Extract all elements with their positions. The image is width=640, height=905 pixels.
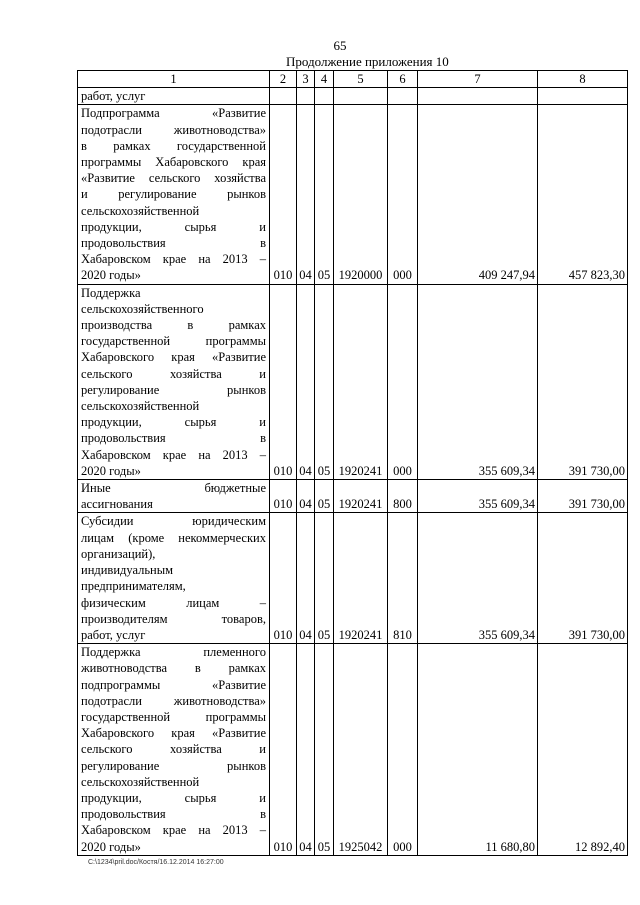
table-header-row xyxy=(78,71,628,88)
subsection-code-cell: 05 xyxy=(315,644,334,856)
description-line: 2020 годы» xyxy=(81,839,141,854)
target-article-cell: 1920000 xyxy=(334,105,388,284)
description-line: и регулирование рынков xyxy=(81,187,266,202)
description-line: регулирование рынков xyxy=(81,382,266,397)
description-line: лицам (кроме некоммерческих xyxy=(81,530,266,545)
description-line: физическим лицам – xyxy=(81,595,266,610)
header-cell: 3 xyxy=(297,71,315,88)
description-line: продукции, сырья и xyxy=(81,415,266,430)
description-line: сельскохозяйственного xyxy=(81,301,204,316)
description-line: сельскохозяйственной xyxy=(81,203,200,218)
amount-2015-cell: 409 247,94 xyxy=(418,105,538,284)
ministry-code-cell xyxy=(270,88,297,105)
row-description xyxy=(78,480,270,513)
table-row xyxy=(78,480,628,513)
description-line: Хабаровском крае на 2013 – xyxy=(81,823,266,838)
description-line: сельского хозяйства и xyxy=(81,742,266,757)
header-cell: 5 xyxy=(334,71,388,88)
section-code-cell: 04 xyxy=(297,644,315,856)
subsection-code-cell: 05 xyxy=(315,284,334,479)
description-line: Хабаровского края «Развитие xyxy=(81,726,266,741)
target-article-cell: 1920241 xyxy=(334,284,388,479)
section-code-cell xyxy=(297,88,315,105)
header-cell: 8 xyxy=(538,71,628,88)
amount-2015-cell xyxy=(418,88,538,105)
row-description xyxy=(78,105,270,284)
target-article-cell xyxy=(334,88,388,105)
section-code-cell: 04 xyxy=(297,105,315,284)
description-line: Хабаровского края «Развитие xyxy=(81,350,266,365)
description-line: продовольствия в xyxy=(81,807,266,822)
expense-type-cell: 810 xyxy=(388,513,418,644)
row-description xyxy=(78,88,270,105)
table-row xyxy=(78,88,628,105)
expense-type-cell: 000 xyxy=(388,284,418,479)
expense-type-cell: 000 xyxy=(388,644,418,856)
subsection-code-cell: 05 xyxy=(315,480,334,513)
section-code-cell: 04 xyxy=(297,480,315,513)
ministry-code-cell: 010 xyxy=(270,480,297,513)
target-article-cell: 1925042 xyxy=(334,644,388,856)
description-line: сельскохозяйственной xyxy=(81,399,200,414)
target-article-cell: 1920241 xyxy=(334,480,388,513)
table-row xyxy=(78,284,628,479)
description-line: Иные бюджетные xyxy=(81,481,266,496)
table-row xyxy=(78,644,628,856)
expense-type-cell: 000 xyxy=(388,105,418,284)
description-line: индивидуальным xyxy=(81,563,174,578)
description-line: «Развитие сельского хозяйства xyxy=(81,171,266,186)
amount-2015-cell: 11 680,80 xyxy=(418,644,538,856)
description-line: государственной программы xyxy=(81,334,266,349)
description-line: продукции, сырья и xyxy=(81,790,266,805)
description-line: в рамках государственной xyxy=(81,138,266,153)
subsection-code-cell: 05 xyxy=(315,105,334,284)
amount-2015-cell: 355 609,34 xyxy=(418,480,538,513)
expense-type-cell xyxy=(388,88,418,105)
description-line: ассигнования xyxy=(81,497,153,512)
ministry-code-cell: 010 xyxy=(270,105,297,284)
description-line: 2020 годы» xyxy=(81,463,141,478)
target-article-cell: 1920241 xyxy=(334,513,388,644)
description-line: предпринимателям, xyxy=(81,579,186,594)
row-description xyxy=(78,644,270,856)
amount-2016-cell: 391 730,00 xyxy=(538,513,628,644)
header-cell: 2 xyxy=(270,71,297,88)
expense-type-cell: 800 xyxy=(388,480,418,513)
description-line: продовольствия в xyxy=(81,236,266,251)
amount-2016-cell: 391 730,00 xyxy=(538,284,628,479)
description-line: 2020 годы» xyxy=(81,268,141,283)
ministry-code-cell: 010 xyxy=(270,644,297,856)
table-row xyxy=(78,105,628,284)
amount-2016-cell: 457 823,30 xyxy=(538,105,628,284)
section-code-cell: 04 xyxy=(297,513,315,644)
budget-table xyxy=(77,70,628,856)
description-line: производства в рамках xyxy=(81,318,266,333)
row-description xyxy=(78,284,270,479)
description-line: Хабаровском крае на 2013 – xyxy=(81,447,266,462)
amount-2016-cell xyxy=(538,88,628,105)
file-path-footer: C:\1234\pril.doc/Костя/16.12.2014 16:27:00 xyxy=(88,859,224,866)
amount-2015-cell: 355 609,34 xyxy=(418,513,538,644)
description-line: организаций), xyxy=(81,546,156,561)
description-line: работ, услуг xyxy=(81,627,146,642)
description-line: сельского хозяйства и xyxy=(81,366,266,381)
description-line: сельскохозяйственной xyxy=(81,774,200,789)
description-line: подотрасли животноводства» xyxy=(81,693,266,708)
description-line: государственной программы xyxy=(81,709,266,724)
amount-2015-cell: 355 609,34 xyxy=(418,284,538,479)
subsection-code-cell: 05 xyxy=(315,513,334,644)
description-line: подпрограммы «Развитие xyxy=(81,677,266,692)
amount-2016-cell: 391 730,00 xyxy=(538,480,628,513)
header-cell: 1 xyxy=(78,71,270,88)
row-description xyxy=(78,513,270,644)
description-line: регулирование рынков xyxy=(81,758,266,773)
description-line: животноводства в рамках xyxy=(81,661,266,676)
header-cell: 6 xyxy=(388,71,418,88)
description-line: продовольствия в xyxy=(81,431,266,446)
description-line: производителям товаров, xyxy=(81,611,266,626)
description-line: Хабаровском крае на 2013 – xyxy=(81,252,266,267)
description-line: Субсидии юридическим xyxy=(81,514,266,529)
ministry-code-cell: 010 xyxy=(270,284,297,479)
ministry-code-cell: 010 xyxy=(270,513,297,644)
description-line: работ, услуг xyxy=(81,89,146,104)
description-line: программы Хабаровского края xyxy=(81,155,266,170)
page-number: 65 xyxy=(333,38,347,53)
description-line: продукции, сырья и xyxy=(81,219,266,234)
amount-2016-cell: 12 892,40 xyxy=(538,644,628,856)
description-line: Подпрограмма «Развитие xyxy=(81,106,266,121)
header-cell: 4 xyxy=(315,71,334,88)
subsection-code-cell xyxy=(315,88,334,105)
description-line: Поддержка xyxy=(81,285,141,300)
continuation-label: Продолжение приложения 10 xyxy=(286,54,449,69)
description-line: Поддержка племенного xyxy=(81,645,266,660)
header-cell: 7 xyxy=(418,71,538,88)
description-line: подотрасли животноводства» xyxy=(81,122,266,137)
section-code-cell: 04 xyxy=(297,284,315,479)
table-row xyxy=(78,513,628,644)
